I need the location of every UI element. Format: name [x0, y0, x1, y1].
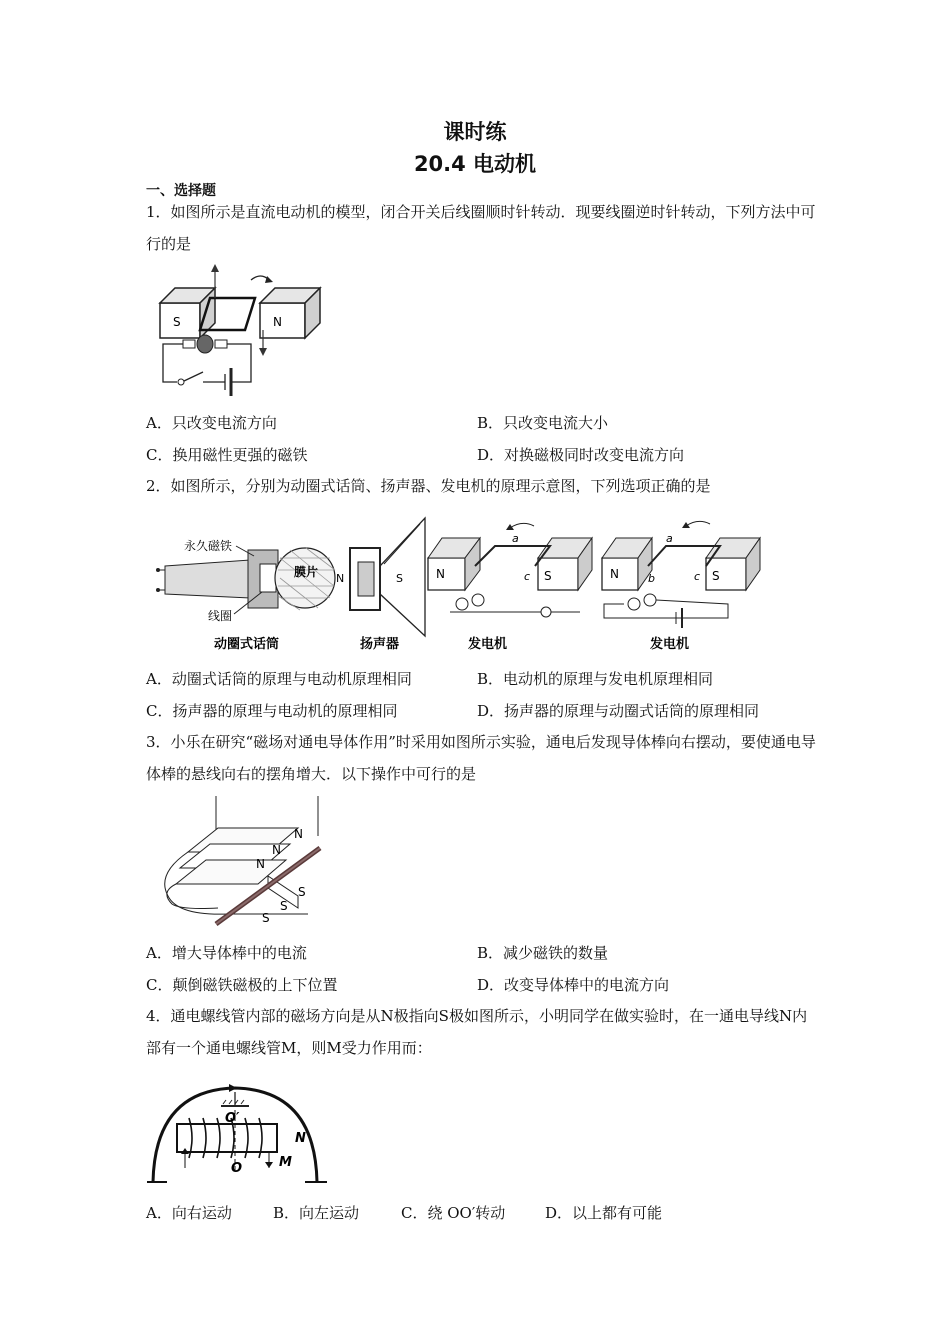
- figure-conductor-experiment: [158, 796, 328, 932]
- q4-option-d[interactable]: D．以上都有可能: [545, 1204, 663, 1222]
- q2-option-d[interactable]: D．扬声器的原理与动圈式话筒的原理相同: [477, 702, 760, 720]
- section-heading: 一、选择题: [146, 183, 216, 199]
- gen2-a-label: a: [666, 532, 673, 545]
- question-4-text: 4．通电螺线管内部的磁场方向是从N极指向S极如图所示，小明同学在做实验时，在一通电导线N内部有一个通电螺线管M，则M受力作用而：: [146, 1007, 808, 1057]
- gen1-a-label: a: [512, 532, 519, 545]
- gen1-caption: 发电机: [468, 637, 508, 652]
- magnet-n-label-2: N: [272, 843, 281, 857]
- q1-option-d[interactable]: D．对换磁极同时改变电流方向: [477, 446, 685, 464]
- wire-n-label: N: [295, 1131, 306, 1146]
- mic-caption: 动圈式话筒: [214, 637, 280, 652]
- gen2-caption: 发电机: [650, 637, 690, 652]
- q1-option-c[interactable]: C．换用磁性更强的磁铁: [146, 446, 308, 464]
- question-3-text: 3．小乐在研究“磁场对通电导体作用”时采用如图所示实验，通电后发现导体棒向右摆动，要使通电导体棒的悬线向右的摆角增大．以下操作中可行的是: [146, 733, 816, 783]
- q4-option-c[interactable]: C．绕 OO′转动: [401, 1204, 506, 1222]
- speaker-n-label: N: [336, 572, 345, 585]
- magnet-s-label: S: [173, 315, 181, 329]
- magnet-n-label-1: N: [294, 827, 303, 841]
- magnet-s-label-2: S: [280, 899, 288, 913]
- figure-principles: [150, 508, 780, 656]
- question-2-text: 2．如图所示，分别为动圈式话筒、扬声器、发电机的原理示意图，下列选项正确的是: [146, 477, 711, 495]
- gen2-n-label: N: [610, 567, 619, 581]
- q3-option-d[interactable]: D．改变导体棒中的电流方向: [477, 976, 670, 994]
- mic-magnet-label: 永久磁铁: [184, 539, 233, 553]
- q4-option-a[interactable]: A．向右运动: [146, 1204, 232, 1222]
- mic-coil-label: 线圈: [208, 609, 233, 623]
- figure-motor-model: [155, 258, 325, 398]
- q2-option-a[interactable]: A．动圈式话筒的原理与电动机原理相同: [146, 670, 412, 688]
- gen1-c-label: c: [524, 570, 531, 583]
- gen2-c-label: c: [694, 570, 701, 583]
- q3-option-a[interactable]: A．增大导体棒中的电流: [146, 944, 307, 962]
- gen1-n-label: N: [436, 567, 445, 581]
- mic-membrane-label: 膜片: [294, 565, 319, 579]
- magnet-n-label-3: N: [256, 857, 265, 871]
- solenoid-m-label: M: [279, 1155, 292, 1170]
- q2-option-c[interactable]: C．扬声器的原理与电动机的原理相同: [146, 702, 398, 720]
- speaker-s-label: S: [396, 572, 403, 585]
- q3-option-b[interactable]: B．减少磁铁的数量: [477, 944, 609, 962]
- question-1-text: 1．如图所示是直流电动机的模型，闭合开关后线圈顺时针转动．现要线圈逆时针转动，下列方法中可行的是: [146, 203, 816, 253]
- q3-option-c[interactable]: C．颠倒磁铁磁极的上下位置: [146, 976, 338, 994]
- q4-option-b[interactable]: B．向左运动: [273, 1204, 360, 1222]
- page-title: 课时练: [443, 120, 507, 144]
- q1-option-a[interactable]: A．只改变电流方向: [146, 414, 277, 432]
- magnet-s-label-3: S: [262, 911, 270, 925]
- gen2-s-label: S: [712, 569, 720, 583]
- gen2-b-label: b: [648, 572, 655, 585]
- speaker-caption: 扬声器: [360, 637, 400, 652]
- axis-o-prime-label: O′: [225, 1111, 240, 1126]
- magnet-n-label: N: [273, 315, 282, 329]
- q2-option-b[interactable]: B．电动机的原理与发电机原理相同: [477, 670, 714, 688]
- magnet-s-label-1: S: [298, 885, 306, 899]
- gen1-s-label: S: [544, 569, 552, 583]
- page-subtitle: 20.4 电动机: [413, 152, 537, 176]
- figure-solenoid: [145, 1070, 335, 1188]
- q1-option-b[interactable]: B．只改变电流大小: [477, 414, 609, 432]
- axis-o-label: O: [231, 1161, 243, 1176]
